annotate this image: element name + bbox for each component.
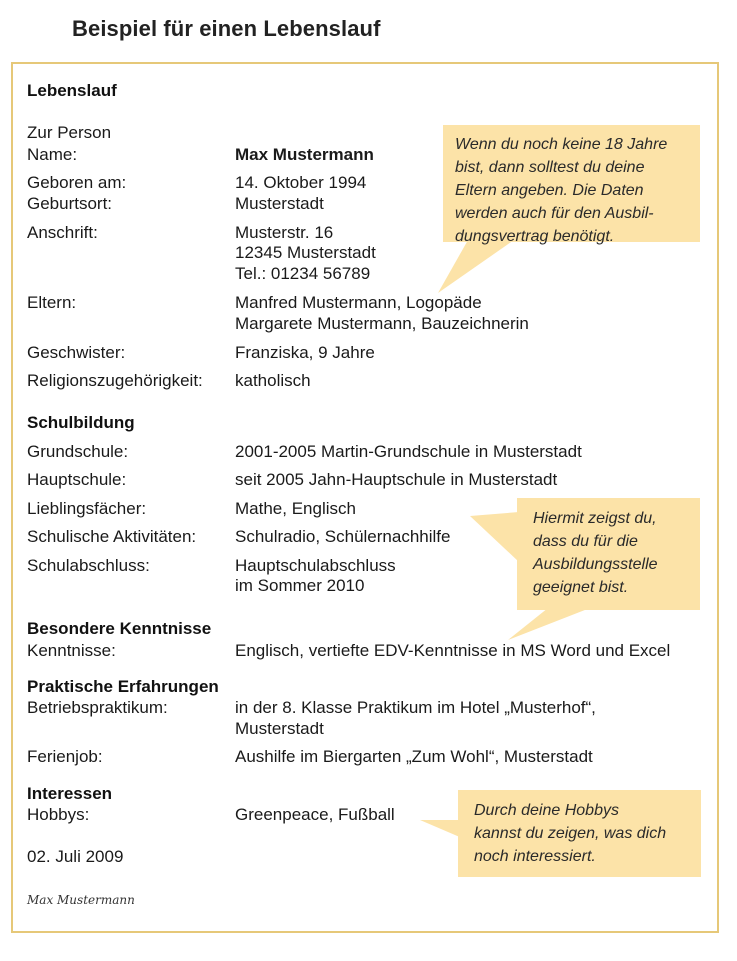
note-hobbys-line: noch interessiert. (474, 848, 596, 865)
callout-note-hobbys (458, 790, 701, 877)
aktivitaeten-label: Schulische Aktivitäten: (27, 527, 197, 546)
praktisch-heading: Praktische Erfahrungen (27, 677, 219, 696)
note-ausbildung-line: geeignet bist. (533, 579, 629, 596)
hauptschule-label: Hauptschule: (27, 470, 127, 489)
geboren-label: Geboren am: (27, 173, 127, 192)
eltern-father: Manfred Mustermann, Logopäde (235, 293, 482, 312)
kenntnisse-label: Kenntnisse: (27, 641, 116, 660)
geburtsort-value: Musterstadt (235, 194, 324, 213)
hobbys-value: Greenpeace, Fußball (235, 805, 395, 824)
name-label: Name: (27, 145, 78, 164)
lieblingsfaecher-value: Mathe, Englisch (235, 499, 356, 518)
interessen-heading: Interessen (27, 784, 113, 803)
note-eltern-line: Wenn du noch keine 18 Jahre (455, 136, 668, 153)
hobbys-label: Hobbys: (27, 805, 90, 824)
geburtsort-label: Geburtsort: (27, 194, 113, 213)
religion-value: katholisch (235, 371, 311, 390)
note-eltern-line: werden auch für den Ausbil- (455, 205, 654, 222)
aktivitaeten-value: Schulradio, Schülernachhilfe (235, 527, 451, 546)
date-line: 02. Juli 2009 (27, 847, 124, 866)
anschrift-city: 12345 Musterstadt (235, 243, 376, 262)
note-eltern-line: bist, dann solltest du deine (455, 159, 645, 176)
callout-note-ausbildung (517, 498, 700, 610)
schulabschluss-value-2: im Sommer 2010 (235, 576, 365, 595)
schulbildung-heading: Schulbildung (27, 413, 135, 432)
ferienjob-value: Aushilfe im Biergarten „Zum Wohl“, Musterstadt (235, 747, 593, 766)
religion-label: Religionszugehörigkeit: (27, 371, 203, 390)
note-ausbildung-line: Ausbildungsstelle (533, 556, 658, 573)
callout-tail-ausbildung-upper (470, 512, 519, 562)
kenntnisse-value: Englisch, vertiefte EDV-Kenntnisse in MS Word und Excel (235, 641, 671, 660)
cv-heading: Lebenslauf (27, 81, 117, 100)
betriebspraktikum-value-1: in der 8. Klasse Praktikum im Hotel „Musterhof“, (235, 698, 596, 717)
name-value: Max Mustermann (235, 145, 374, 164)
grundschule-value: 2001-2005 Martin-Grundschule in Musterstadt (235, 442, 582, 461)
betriebspraktikum-value-2: Musterstadt (235, 719, 324, 738)
note-hobbys-line: Durch deine Hobbys (474, 802, 619, 819)
zur-person-label: Zur Person (27, 123, 112, 142)
callout-tail-hobbys (420, 820, 462, 838)
anschrift-phone: Tel.: 01234 56789 (235, 264, 371, 283)
geboren-value: 14. Oktober 1994 (235, 173, 367, 192)
betriebspraktikum-label: Betriebspraktikum: (27, 698, 168, 717)
callout-note-eltern (443, 125, 700, 245)
note-hobbys-line: kannst du zeigen, was dich (474, 825, 667, 842)
schulabschluss-label: Schulabschluss: (27, 556, 150, 575)
note-ausbildung-line: Hiermit zeigst du, (533, 510, 657, 527)
lieblingsfaecher-label: Lieblingsfächer: (27, 499, 147, 518)
hauptschule-value: seit 2005 Jahn-Hauptschule in Musterstadt (235, 470, 558, 489)
eltern-mother: Margarete Mustermann, Bauzeichnerin (235, 314, 529, 333)
anschrift-label: Anschrift: (27, 223, 98, 242)
signature: Max Mustermann (27, 893, 135, 907)
note-eltern-line: Eltern angeben. Die Daten (455, 182, 644, 199)
eltern-label: Eltern: (27, 293, 77, 312)
page-title: Beispiel für einen Lebenslauf (72, 16, 381, 41)
schulabschluss-value-1: Hauptschulabschluss (235, 556, 396, 575)
kenntnisse-heading: Besondere Kenntnisse (27, 619, 212, 638)
geschwister-label: Geschwister: (27, 343, 126, 362)
note-ausbildung-line: dass du für die (533, 533, 638, 550)
anschrift-street: Musterstr. 16 (235, 223, 334, 242)
ferienjob-label: Ferienjob: (27, 747, 103, 766)
geschwister-value: Franziska, 9 Jahre (235, 343, 375, 362)
callout-tail-ausbildung-lower (508, 608, 590, 640)
grundschule-label: Grundschule: (27, 442, 129, 461)
note-eltern-line: dungsvertrag benötigt. (455, 228, 615, 245)
